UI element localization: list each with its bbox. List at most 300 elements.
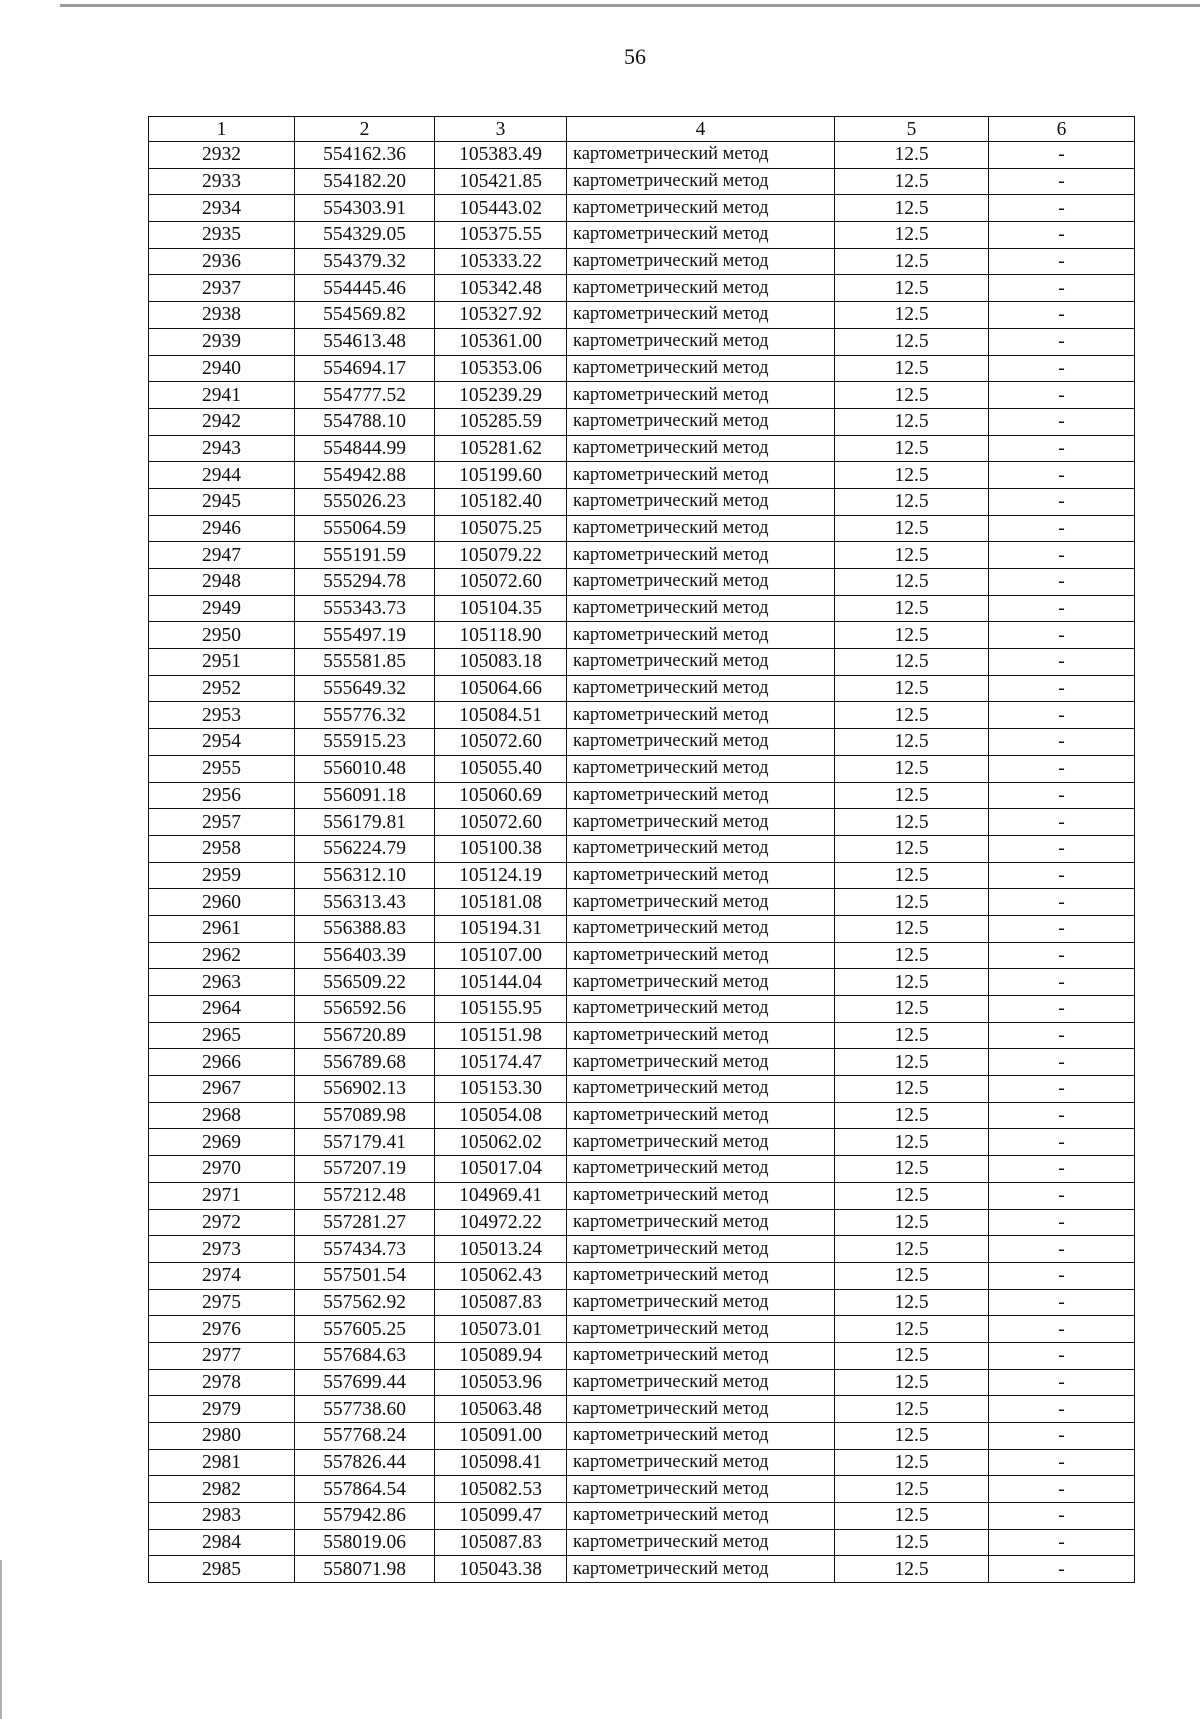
note-cell: -: [989, 408, 1135, 435]
y-coordinate-cell: 105082.53: [435, 1476, 567, 1503]
method-cell: картометрический метод: [567, 275, 835, 302]
point-number-cell: 2935: [149, 222, 295, 249]
method-cell: картометрический метод: [567, 915, 835, 942]
point-number-cell: 2966: [149, 1049, 295, 1076]
y-coordinate-cell: 105064.66: [435, 675, 567, 702]
y-coordinate-cell: 105182.40: [435, 488, 567, 515]
y-coordinate-cell: 105072.60: [435, 729, 567, 756]
y-coordinate-cell: 105421.85: [435, 168, 567, 195]
y-coordinate-cell: 105089.94: [435, 1342, 567, 1369]
point-number-cell: 2984: [149, 1529, 295, 1556]
table-row: [149, 168, 1135, 195]
table-row: [149, 782, 1135, 809]
point-number-cell: 2961: [149, 915, 295, 942]
method-cell: картометрический метод: [567, 1369, 835, 1396]
point-number-cell: 2985: [149, 1556, 295, 1583]
point-number-cell: 2940: [149, 355, 295, 382]
point-number-cell: 2942: [149, 408, 295, 435]
x-coordinate-cell: 556403.39: [295, 942, 435, 969]
method-cell: картометрический метод: [567, 1156, 835, 1183]
accuracy-cell: 12.5: [835, 1049, 989, 1076]
y-coordinate-cell: 105072.60: [435, 569, 567, 596]
note-cell: -: [989, 1503, 1135, 1530]
table-row: [149, 328, 1135, 355]
note-cell: -: [989, 1182, 1135, 1209]
point-number-cell: 2953: [149, 702, 295, 729]
coordinates-table: [148, 116, 1135, 1583]
x-coordinate-cell: 556902.13: [295, 1076, 435, 1103]
y-coordinate-cell: 105443.02: [435, 195, 567, 222]
accuracy-cell: 12.5: [835, 996, 989, 1023]
method-cell: картометрический метод: [567, 488, 835, 515]
header-cell: 3: [435, 117, 567, 142]
table-row: [149, 1316, 1135, 1343]
x-coordinate-cell: 555497.19: [295, 622, 435, 649]
accuracy-cell: 12.5: [835, 355, 989, 382]
table-row: [149, 1396, 1135, 1423]
method-cell: картометрический метод: [567, 729, 835, 756]
note-cell: -: [989, 462, 1135, 489]
table-row: [149, 1049, 1135, 1076]
accuracy-cell: 12.5: [835, 1369, 989, 1396]
accuracy-cell: 12.5: [835, 702, 989, 729]
method-cell: картометрический метод: [567, 248, 835, 275]
note-cell: -: [989, 755, 1135, 782]
method-cell: картометрический метод: [567, 1289, 835, 1316]
accuracy-cell: 12.5: [835, 462, 989, 489]
accuracy-cell: 12.5: [835, 302, 989, 329]
method-cell: картометрический метод: [567, 755, 835, 782]
point-number-cell: 2980: [149, 1423, 295, 1450]
accuracy-cell: 12.5: [835, 1236, 989, 1263]
accuracy-cell: 12.5: [835, 542, 989, 569]
note-cell: -: [989, 382, 1135, 409]
x-coordinate-cell: 556592.56: [295, 996, 435, 1023]
y-coordinate-cell: 105174.47: [435, 1049, 567, 1076]
y-coordinate-cell: 105199.60: [435, 462, 567, 489]
point-number-cell: 2956: [149, 782, 295, 809]
method-cell: картометрический метод: [567, 515, 835, 542]
y-coordinate-cell: 105239.29: [435, 382, 567, 409]
table-row: [149, 275, 1135, 302]
note-cell: -: [989, 248, 1135, 275]
y-coordinate-cell: 105333.22: [435, 248, 567, 275]
y-coordinate-cell: 105055.40: [435, 755, 567, 782]
y-coordinate-cell: 104969.41: [435, 1182, 567, 1209]
table-row: [149, 488, 1135, 515]
note-cell: -: [989, 1022, 1135, 1049]
accuracy-cell: 12.5: [835, 1503, 989, 1530]
y-coordinate-cell: 105062.02: [435, 1129, 567, 1156]
point-number-cell: 2960: [149, 889, 295, 916]
header-cell: 1: [149, 117, 295, 142]
table-row: [149, 1262, 1135, 1289]
accuracy-cell: 12.5: [835, 222, 989, 249]
scan-edge-top: [60, 4, 1200, 7]
point-number-cell: 2948: [149, 569, 295, 596]
method-cell: картометрический метод: [567, 1396, 835, 1423]
point-number-cell: 2969: [149, 1129, 295, 1156]
note-cell: -: [989, 515, 1135, 542]
x-coordinate-cell: 556091.18: [295, 782, 435, 809]
note-cell: -: [989, 729, 1135, 756]
method-cell: картометрический метод: [567, 1076, 835, 1103]
x-coordinate-cell: 557684.63: [295, 1342, 435, 1369]
accuracy-cell: 12.5: [835, 622, 989, 649]
x-coordinate-cell: 557089.98: [295, 1102, 435, 1129]
table-row: [149, 1449, 1135, 1476]
x-coordinate-cell: 554445.46: [295, 275, 435, 302]
note-cell: -: [989, 488, 1135, 515]
table-row: [149, 355, 1135, 382]
point-number-cell: 2983: [149, 1503, 295, 1530]
y-coordinate-cell: 105063.48: [435, 1396, 567, 1423]
method-cell: картометрический метод: [567, 649, 835, 676]
x-coordinate-cell: 555064.59: [295, 515, 435, 542]
method-cell: картометрический метод: [567, 408, 835, 435]
x-coordinate-cell: 555191.59: [295, 542, 435, 569]
accuracy-cell: 12.5: [835, 408, 989, 435]
x-coordinate-cell: 554569.82: [295, 302, 435, 329]
y-coordinate-cell: 105383.49: [435, 142, 567, 169]
method-cell: картометрический метод: [567, 1316, 835, 1343]
x-coordinate-cell: 554942.88: [295, 462, 435, 489]
y-coordinate-cell: 105083.18: [435, 649, 567, 676]
x-coordinate-cell: 554613.48: [295, 328, 435, 355]
note-cell: -: [989, 702, 1135, 729]
method-cell: картометрический метод: [567, 382, 835, 409]
method-cell: картометрический метод: [567, 969, 835, 996]
note-cell: -: [989, 1236, 1135, 1263]
point-number-cell: 2955: [149, 755, 295, 782]
x-coordinate-cell: 556388.83: [295, 915, 435, 942]
x-coordinate-cell: 554303.91: [295, 195, 435, 222]
point-number-cell: 2938: [149, 302, 295, 329]
table-row: [149, 1129, 1135, 1156]
method-cell: картометрический метод: [567, 942, 835, 969]
table-row: [149, 222, 1135, 249]
x-coordinate-cell: 557826.44: [295, 1449, 435, 1476]
table-row: [149, 1476, 1135, 1503]
method-cell: картометрический метод: [567, 1236, 835, 1263]
method-cell: картометрический метод: [567, 142, 835, 169]
method-cell: картометрический метод: [567, 1262, 835, 1289]
accuracy-cell: 12.5: [835, 969, 989, 996]
note-cell: -: [989, 915, 1135, 942]
x-coordinate-cell: 554379.32: [295, 248, 435, 275]
y-coordinate-cell: 105062.43: [435, 1262, 567, 1289]
note-cell: -: [989, 1342, 1135, 1369]
note-cell: -: [989, 1369, 1135, 1396]
table-row: [149, 435, 1135, 462]
table-row: [149, 302, 1135, 329]
point-number-cell: 2975: [149, 1289, 295, 1316]
table-row: [149, 248, 1135, 275]
point-number-cell: 2959: [149, 862, 295, 889]
accuracy-cell: 12.5: [835, 649, 989, 676]
point-number-cell: 2951: [149, 649, 295, 676]
note-cell: -: [989, 1396, 1135, 1423]
note-cell: -: [989, 1209, 1135, 1236]
table-row: [149, 1423, 1135, 1450]
accuracy-cell: 12.5: [835, 168, 989, 195]
note-cell: -: [989, 649, 1135, 676]
note-cell: -: [989, 542, 1135, 569]
y-coordinate-cell: 105361.00: [435, 328, 567, 355]
note-cell: -: [989, 1129, 1135, 1156]
method-cell: картометрический метод: [567, 1449, 835, 1476]
accuracy-cell: 12.5: [835, 1529, 989, 1556]
accuracy-cell: 12.5: [835, 382, 989, 409]
x-coordinate-cell: 557207.19: [295, 1156, 435, 1183]
y-coordinate-cell: 105072.60: [435, 809, 567, 836]
accuracy-cell: 12.5: [835, 1342, 989, 1369]
method-cell: картометрический метод: [567, 809, 835, 836]
x-coordinate-cell: 554844.99: [295, 435, 435, 462]
y-coordinate-cell: 105281.62: [435, 435, 567, 462]
method-cell: картометрический метод: [567, 435, 835, 462]
point-number-cell: 2976: [149, 1316, 295, 1343]
y-coordinate-cell: 105087.83: [435, 1289, 567, 1316]
point-number-cell: 2937: [149, 275, 295, 302]
x-coordinate-cell: 555343.73: [295, 595, 435, 622]
y-coordinate-cell: 105099.47: [435, 1503, 567, 1530]
point-number-cell: 2977: [149, 1342, 295, 1369]
note-cell: -: [989, 1156, 1135, 1183]
note-cell: -: [989, 1076, 1135, 1103]
point-number-cell: 2944: [149, 462, 295, 489]
table-row: [149, 996, 1135, 1023]
x-coordinate-cell: 555776.32: [295, 702, 435, 729]
point-number-cell: 2972: [149, 1209, 295, 1236]
point-number-cell: 2943: [149, 435, 295, 462]
table-row: [149, 382, 1135, 409]
method-cell: картометрический метод: [567, 835, 835, 862]
point-number-cell: 2934: [149, 195, 295, 222]
note-cell: -: [989, 1529, 1135, 1556]
header-cell: 6: [989, 117, 1135, 142]
accuracy-cell: 12.5: [835, 1129, 989, 1156]
x-coordinate-cell: 557605.25: [295, 1316, 435, 1343]
accuracy-cell: 12.5: [835, 1022, 989, 1049]
x-coordinate-cell: 558019.06: [295, 1529, 435, 1556]
x-coordinate-cell: 557699.44: [295, 1369, 435, 1396]
x-coordinate-cell: 557768.24: [295, 1423, 435, 1450]
x-coordinate-cell: 557179.41: [295, 1129, 435, 1156]
point-number-cell: 2950: [149, 622, 295, 649]
point-number-cell: 2973: [149, 1236, 295, 1263]
method-cell: картометрический метод: [567, 462, 835, 489]
table-row: [149, 1289, 1135, 1316]
table-row: [149, 1156, 1135, 1183]
method-cell: картометрический метод: [567, 702, 835, 729]
y-coordinate-cell: 105155.95: [435, 996, 567, 1023]
point-number-cell: 2965: [149, 1022, 295, 1049]
x-coordinate-cell: 554182.20: [295, 168, 435, 195]
note-cell: -: [989, 1449, 1135, 1476]
header-cell: 2: [295, 117, 435, 142]
table-row: [149, 889, 1135, 916]
y-coordinate-cell: 105060.69: [435, 782, 567, 809]
point-number-cell: 2949: [149, 595, 295, 622]
method-cell: картометрический метод: [567, 622, 835, 649]
x-coordinate-cell: 554694.17: [295, 355, 435, 382]
accuracy-cell: 12.5: [835, 1396, 989, 1423]
x-coordinate-cell: 557942.86: [295, 1503, 435, 1530]
table-row: [149, 862, 1135, 889]
accuracy-cell: 12.5: [835, 515, 989, 542]
note-cell: -: [989, 942, 1135, 969]
note-cell: -: [989, 622, 1135, 649]
accuracy-cell: 12.5: [835, 595, 989, 622]
point-number-cell: 2957: [149, 809, 295, 836]
point-number-cell: 2946: [149, 515, 295, 542]
point-number-cell: 2967: [149, 1076, 295, 1103]
y-coordinate-cell: 104972.22: [435, 1209, 567, 1236]
method-cell: картометрический метод: [567, 862, 835, 889]
table-row: [149, 1209, 1135, 1236]
table-row: [149, 542, 1135, 569]
table-row: [149, 622, 1135, 649]
y-coordinate-cell: 105017.04: [435, 1156, 567, 1183]
method-cell: картометрический метод: [567, 1476, 835, 1503]
y-coordinate-cell: 105153.30: [435, 1076, 567, 1103]
method-cell: картометрический метод: [567, 355, 835, 382]
y-coordinate-cell: 105098.41: [435, 1449, 567, 1476]
accuracy-cell: 12.5: [835, 142, 989, 169]
x-coordinate-cell: 557501.54: [295, 1262, 435, 1289]
method-cell: картометрический метод: [567, 1342, 835, 1369]
accuracy-cell: 12.5: [835, 328, 989, 355]
method-cell: картометрический метод: [567, 1129, 835, 1156]
accuracy-cell: 12.5: [835, 1156, 989, 1183]
note-cell: -: [989, 355, 1135, 382]
accuracy-cell: 12.5: [835, 1209, 989, 1236]
x-coordinate-cell: 556720.89: [295, 1022, 435, 1049]
method-cell: картометрический метод: [567, 1209, 835, 1236]
coordinates-table-body: [149, 117, 1135, 1583]
accuracy-cell: 12.5: [835, 729, 989, 756]
point-number-cell: 2981: [149, 1449, 295, 1476]
note-cell: -: [989, 862, 1135, 889]
x-coordinate-cell: 557281.27: [295, 1209, 435, 1236]
table-row: [149, 915, 1135, 942]
x-coordinate-cell: 556509.22: [295, 969, 435, 996]
y-coordinate-cell: 105100.38: [435, 835, 567, 862]
y-coordinate-cell: 105054.08: [435, 1102, 567, 1129]
x-coordinate-cell: 555915.23: [295, 729, 435, 756]
table-row: [149, 729, 1135, 756]
accuracy-cell: 12.5: [835, 1476, 989, 1503]
point-number-cell: 2932: [149, 142, 295, 169]
x-coordinate-cell: 556312.10: [295, 862, 435, 889]
table-row: [149, 675, 1135, 702]
table-header-row: [149, 117, 1135, 142]
table-row: [149, 1182, 1135, 1209]
accuracy-cell: 12.5: [835, 889, 989, 916]
table-row: [149, 569, 1135, 596]
accuracy-cell: 12.5: [835, 569, 989, 596]
method-cell: картометрический метод: [567, 1529, 835, 1556]
x-coordinate-cell: 556224.79: [295, 835, 435, 862]
note-cell: -: [989, 1316, 1135, 1343]
method-cell: картометрический метод: [567, 542, 835, 569]
point-number-cell: 2974: [149, 1262, 295, 1289]
table-row: [149, 595, 1135, 622]
y-coordinate-cell: 105151.98: [435, 1022, 567, 1049]
x-coordinate-cell: 558071.98: [295, 1556, 435, 1583]
note-cell: -: [989, 1556, 1135, 1583]
point-number-cell: 2958: [149, 835, 295, 862]
point-number-cell: 2936: [149, 248, 295, 275]
method-cell: картометрический метод: [567, 569, 835, 596]
x-coordinate-cell: 555581.85: [295, 649, 435, 676]
table-row: [149, 1556, 1135, 1583]
note-cell: -: [989, 889, 1135, 916]
y-coordinate-cell: 105079.22: [435, 542, 567, 569]
y-coordinate-cell: 105342.48: [435, 275, 567, 302]
table-row: [149, 1342, 1135, 1369]
point-number-cell: 2952: [149, 675, 295, 702]
header-cell: 4: [567, 117, 835, 142]
accuracy-cell: 12.5: [835, 435, 989, 462]
note-cell: -: [989, 1049, 1135, 1076]
table-row: [149, 649, 1135, 676]
y-coordinate-cell: 105194.31: [435, 915, 567, 942]
x-coordinate-cell: 554329.05: [295, 222, 435, 249]
table-row: [149, 969, 1135, 996]
note-cell: -: [989, 222, 1135, 249]
note-cell: -: [989, 835, 1135, 862]
note-cell: -: [989, 595, 1135, 622]
method-cell: картометрический метод: [567, 1182, 835, 1209]
table-row: [149, 1236, 1135, 1263]
accuracy-cell: 12.5: [835, 1262, 989, 1289]
point-number-cell: 2933: [149, 168, 295, 195]
table-row: [149, 1022, 1135, 1049]
y-coordinate-cell: 105104.35: [435, 595, 567, 622]
accuracy-cell: 12.5: [835, 1076, 989, 1103]
method-cell: картометрический метод: [567, 1022, 835, 1049]
note-cell: -: [989, 969, 1135, 996]
method-cell: картометрический метод: [567, 1049, 835, 1076]
note-cell: -: [989, 435, 1135, 462]
point-number-cell: 2941: [149, 382, 295, 409]
note-cell: -: [989, 1423, 1135, 1450]
accuracy-cell: 12.5: [835, 1423, 989, 1450]
y-coordinate-cell: 105353.06: [435, 355, 567, 382]
x-coordinate-cell: 557212.48: [295, 1182, 435, 1209]
method-cell: картометрический метод: [567, 675, 835, 702]
y-coordinate-cell: 105285.59: [435, 408, 567, 435]
accuracy-cell: 12.5: [835, 1182, 989, 1209]
x-coordinate-cell: 555649.32: [295, 675, 435, 702]
y-coordinate-cell: 105013.24: [435, 1236, 567, 1263]
scan-edge-left: [0, 1560, 2, 1719]
x-coordinate-cell: 557434.73: [295, 1236, 435, 1263]
accuracy-cell: 12.5: [835, 275, 989, 302]
method-cell: картометрический метод: [567, 328, 835, 355]
y-coordinate-cell: 105073.01: [435, 1316, 567, 1343]
table-row: [149, 1369, 1135, 1396]
method-cell: картометрический метод: [567, 1503, 835, 1530]
note-cell: -: [989, 1262, 1135, 1289]
x-coordinate-cell: 556789.68: [295, 1049, 435, 1076]
page-number: 56: [624, 44, 646, 69]
accuracy-cell: 12.5: [835, 1102, 989, 1129]
note-cell: -: [989, 1102, 1135, 1129]
note-cell: -: [989, 569, 1135, 596]
